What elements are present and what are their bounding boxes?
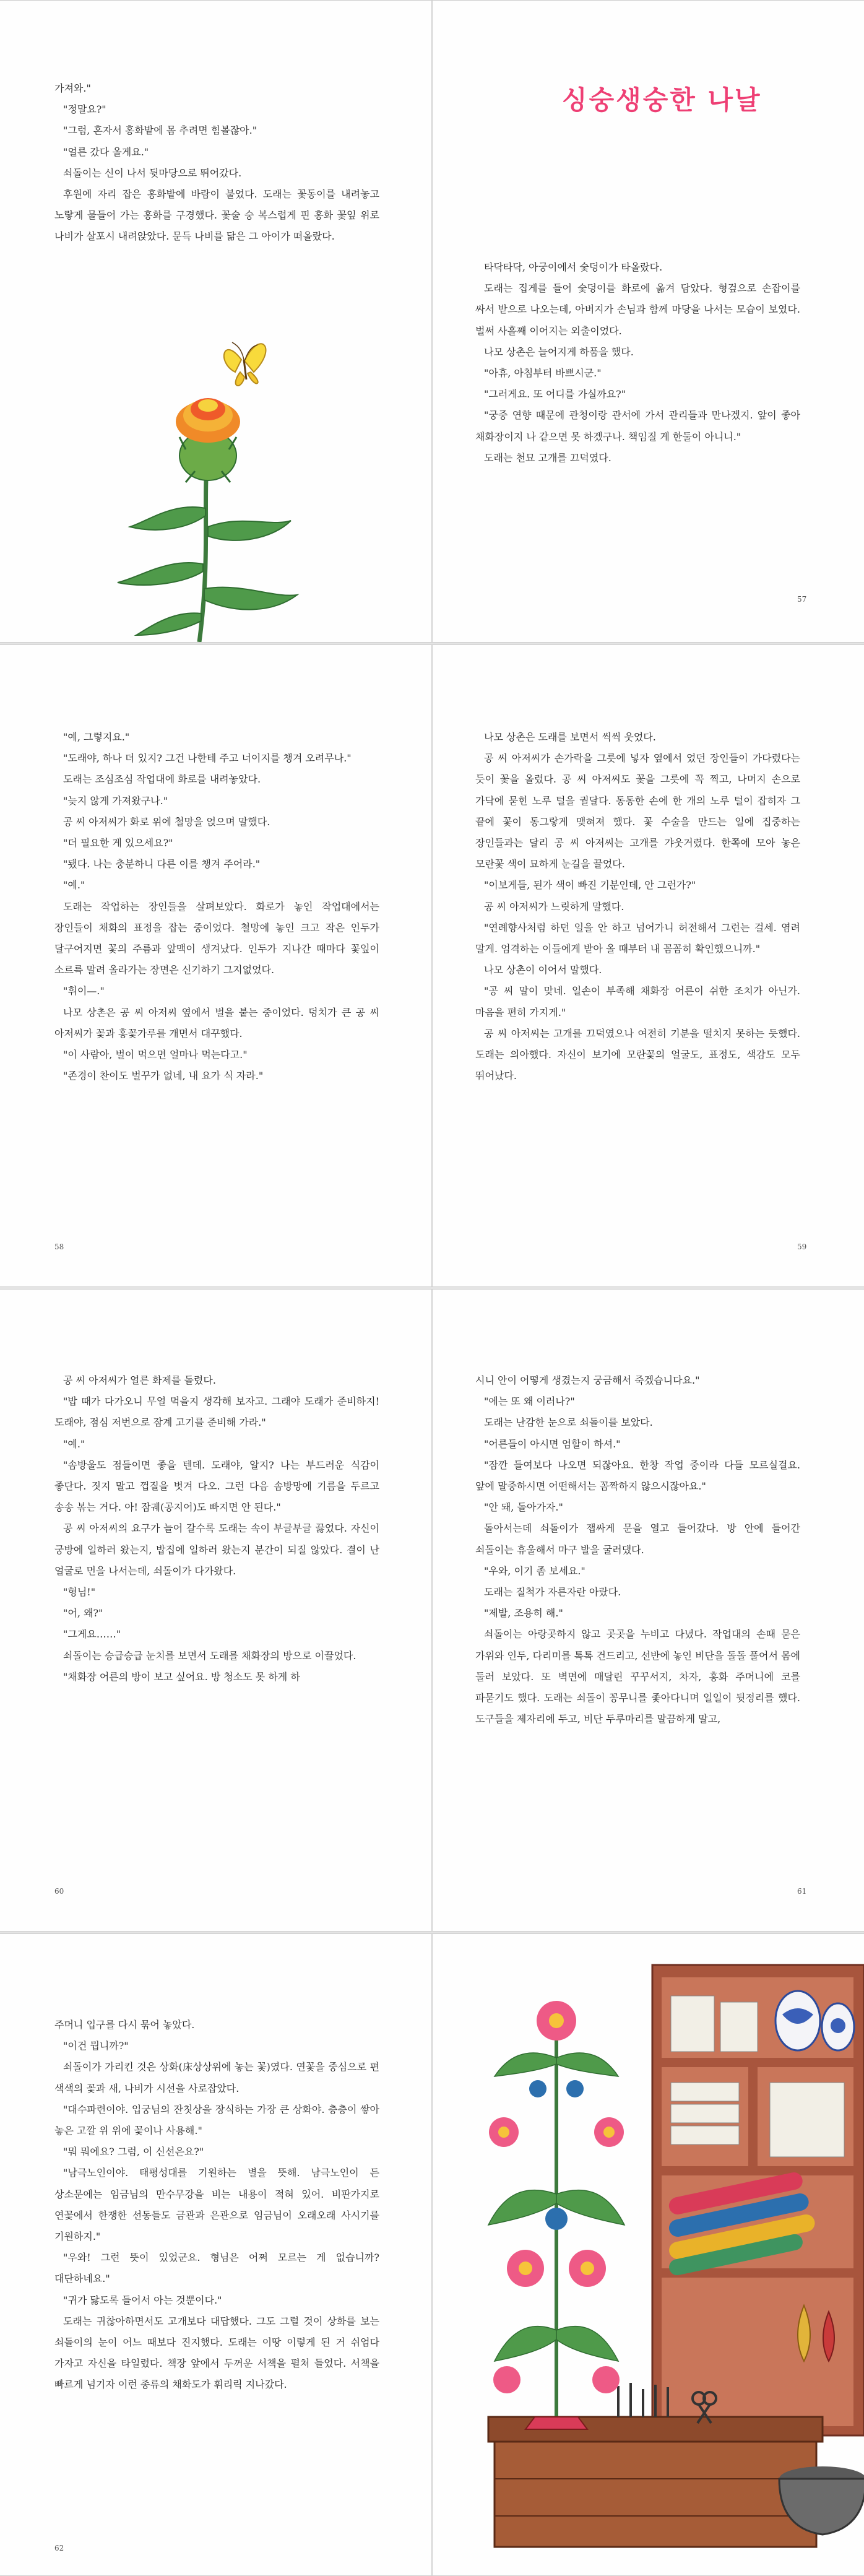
paragraph: "그럼, 혼자서 홍화밭에 몸 추려면 힘볼잖아."	[63, 124, 257, 137]
paragraph: "어른들이 아시면 엄할이 하셔."	[484, 1438, 621, 1450]
page-62-text	[54, 2014, 379, 2396]
paragraph: 공 씨 아저씨가 얼른 화제를 돌렸다.	[63, 1374, 216, 1386]
spread-56-57	[0, 0, 864, 643]
paragraph: "도래야, 하나 더 있지? 그건 나한테 주고 너이지를 챙겨 오려무나."	[63, 752, 352, 765]
butterfly-icon	[224, 342, 266, 386]
paragraph: 쇠돌이는 승급승급 눈치를 보면서 도래를 채화장의 방으로 이끌었다.	[63, 1649, 356, 1662]
paragraph: "어, 왜?"	[63, 1607, 103, 1620]
paragraph: 도래는 집게를 들어 숯덩이를 화로에 옮겨 담았다. 형겊으로 손잡이를 싸서 받으로 나오는데, 아버지가 손님과 함께 마당을 나서는 모습이 보였다. 벌써 사흘째 이어지는 외출이었다.	[475, 282, 800, 337]
paragraph: 도래는 조심조심 작업대에 화로를 내려놓았다.	[63, 773, 261, 786]
workbench-front	[495, 2442, 816, 2547]
paragraph: 나모 상촌은 도래를 보면서 씩씩 웃었다.	[484, 731, 656, 743]
paragraph: 공 씨 아저씨가 손가락을 그릇에 넣자 옆에서 었던 장인들이 가다렸다는 듯이 꽃을 올렸다. 공 씨 아저씨도 꽃을 그릇에 꼭 찍고, 나머지 손으로 가닥에 묻힌 노루 털을 궐달다. 동동한 손에 한 개의 노루 털이 잡히자 그 끝에 꽃이 동그랗게 맺혀져 했다. 꽃 수술을 만드는 일에 집중하는 장인들과는 달리 공 씨 아저씨는 고개를 갸웃거렸다. 한쪽에 모아 놓은 모란꽃 색이 묘하게 눈길을 끌었다.	[475, 752, 800, 870]
flower-petals	[176, 398, 240, 443]
paragraph: 도래는 난감한 눈으로 쇠돌이를 보았다.	[484, 1416, 653, 1429]
chapter-title: 싱숭생숭한 나날	[562, 85, 762, 115]
paragraph: 시니 안이 어떻게 생겼는지 궁금해서 죽겠습니다요."	[475, 1374, 700, 1386]
paragraph: "이건 뭡니까?"	[63, 2040, 129, 2052]
paragraph: "귀가 닳도록 들어서 아는 것뿐이다."	[63, 2294, 222, 2306]
paragraph: "남극노인이야. 태평성대를 기원하는 별을 뜻해. 남극노인이 든 상소문에는 임금님의 만수무강을 비는 내용이 적혀 있어. 비판가지로 연꽃에서 한쟁한 선동들도 금관과 은관으로 임금님이 오래오래 사시기를 기원하지."	[54, 2167, 379, 2243]
workshop-illustration	[433, 1934, 864, 2575]
paragraph: 나모 상촌이 이어서 말했다.	[484, 964, 602, 976]
paragraph: "대수파련이야. 입궁님의 잔칫상을 장식하는 가장 큰 상화야. 층층이 쌓아 놓은 고깔 위 위에 꽃이나 사용해."	[54, 2103, 379, 2137]
page-gutter	[431, 645, 433, 1286]
floral-arrangement	[488, 2001, 624, 2429]
paragraph: "휘이—."	[63, 985, 105, 997]
paragraph: "예."	[63, 879, 85, 891]
paragraph: "제발, 조용히 해."	[484, 1607, 563, 1620]
paragraph: "아휴, 아침부터 바쁘시군."	[484, 367, 602, 379]
paragraph: "잠깐 들여보다 나오면 되잖아요. 한창 작업 중이라 다들 모르실걸요. 앞에 말중하시면 어떤해서는 꼼짝하지 않으시잖아요."	[475, 1459, 800, 1493]
paragraph: 돌아서는데 쇠돌이가 잽싸게 문을 열고 들어갔다. 방 안에 들어간 쇠돌이는 휴울해서 마구 발을 굴러댔다.	[475, 1522, 800, 1556]
paragraph: 도래는 천묘 고개를 끄덕였다.	[484, 451, 611, 464]
page-number: 62	[54, 2544, 64, 2552]
page-58-text	[54, 727, 379, 1086]
paragraph: 쇠돌이는 신이 나서 뒷마당으로 뛰어갔다.	[63, 167, 242, 179]
spread-60-61	[0, 1289, 864, 1932]
spread-62-63	[0, 1933, 864, 2576]
paragraph: "예, 그렇지요."	[63, 731, 130, 743]
paragraph: "궁중 연향 때문에 관청이랑 관서에 가서 관리들과 만나겠지. 앞이 좋아 채화장이지 나 같으면 못 하겠구나. 책임질 게 한둘이 아니니."	[475, 409, 800, 443]
paragraph: "우와, 이기 좀 보세요."	[484, 1564, 585, 1577]
page-number: 61	[797, 1887, 807, 1896]
paragraph: "존경이 찬이도 벌꾸가 없네, 내 요가 식 자라."	[63, 1070, 264, 1082]
paragraph: "이보게들, 된가 색이 빠진 기분인데, 안 그런가?"	[484, 879, 696, 891]
paragraph: 공 씨 아저씨가 느릿하게 말했다.	[484, 900, 624, 913]
page-61-text	[475, 1370, 800, 1730]
page-number: 58	[54, 1242, 64, 1251]
paragraph: 후원에 자리 잡은 홍화밭에 바람이 불었다. 도래는 꽃동이를 내려놓고 노랗게 물들어 가는 홍화를 구경했다. 꽃술 숭 복스럽게 핀 홍화 꽃잎 위로 나비가 살포시 내려앉았다. 문득 나비를 닮은 그 아이가 떠올랐다.	[54, 188, 379, 243]
paragraph: 가져와."	[54, 82, 91, 94]
paragraph: 도래는 귀찮아하면서도 고개보다 대답했다. 그도 그럴 것이 상화를 보는 쇠돌이의 눈이 어느 때보다 진지했다. 도래는 이땅 이렇게 된 거 쉬엄다 가자고 자신을 타일렀다. 책장 앞에서 두꺼운 서책을 펼쳐 들었다. 서책을 빠르게 넘기자 이런 종류의 채화도가 휘리릭 지나갔다.	[54, 2315, 379, 2391]
paragraph: "솜방울도 점들이면 좋을 텐데. 도래야, 알지? 나는 부드러운 식감이 좋단다. 짓지 말고 껍질을 벗겨 다오. 그런 다음 솜방망에 기름을 두르고 송송 볶는 거다. 아! 잠궤(공지어)도 빠지면 안 된다."	[54, 1459, 379, 1514]
paragraph: 쇠돌이가 가리킨 것은 상화(床상상위에 놓는 꽃)였다. 연꽃을 중심으로 편 색색의 꽃과 새, 나비가 시선을 사로잡았다.	[54, 2061, 379, 2094]
paragraph: "예."	[63, 1438, 85, 1450]
paragraph: "됐다. 나는 충분하니 다른 이를 챙겨 주어라."	[63, 858, 261, 870]
page-gutter	[431, 1, 433, 642]
paragraph: "더 필요한 게 있으세요?"	[63, 837, 173, 849]
page-56-text	[54, 78, 379, 248]
paragraph: 나모 상촌은 늘어지게 하품을 했다.	[484, 345, 634, 358]
paragraph: "이 사람아, 벌이 먹으면 얼마나 먹는다고."	[63, 1049, 248, 1061]
paragraph: 주머니 입구를 다시 묶어 놓았다.	[54, 2019, 195, 2031]
spread-58-59	[0, 644, 864, 1287]
paragraph: "뭐 뭐에요? 그럼, 이 신선은요?"	[63, 2146, 204, 2158]
paragraph: "채화장 어른의 방이 보고 싶어요. 방 청소도 못 하게 하	[63, 1670, 300, 1683]
paragraph: 공 씨 아저씨가 화로 위에 철망을 얹으며 말했다.	[63, 815, 270, 828]
paragraph: 공 씨 아저씨의 요구가 늘어 갈수록 도래는 속이 부글부글 끓었다. 자신이 궁방에 일하러 왔는지, 밥집에 일하러 왔는지 분간이 되질 않았다. 결이 난 얼굴로 먼을 나서는데, 쇠돌이가 다가왔다.	[54, 1522, 379, 1577]
paragraph: "밥 때가 다가오니 무얼 먹을지 생각해 보자고. 그래야 도래가 준비하지! 도래야, 점심 저번으로 잠계 고기를 준비해 가라."	[54, 1395, 379, 1429]
paragraph: "정말요?"	[63, 103, 106, 116]
page-number: 57	[797, 595, 807, 604]
paragraph: "안 돼, 돌아가자."	[484, 1501, 563, 1514]
page-60-text	[54, 1370, 379, 1688]
paragraph: "늦지 않게 가져왔구나."	[63, 794, 168, 807]
paragraph: "그러게요. 또 어디를 가실까요?"	[484, 388, 626, 401]
page-gutter	[431, 1290, 433, 1931]
paragraph: "형님!"	[63, 1586, 96, 1598]
paragraph: "연례향사처럼 하던 일을 안 하고 넘어가니 허전해서 그런는 걸세. 염려 말게. 엄격하는 이들에게 받아 올 때부터 내 꼼꼼히 확인했으니까."	[475, 921, 800, 955]
paragraph: "에는 또 왜 이러나?"	[484, 1395, 575, 1408]
paragraph: "그게요……"	[63, 1628, 121, 1641]
paragraph: "우와! 그런 뜻이 있었군요. 형님은 어쩌 모르는 게 없습니까? 대단하네요."	[54, 2252, 379, 2285]
paragraph: 도래는 작업하는 장인들을 살펴보았다. 화로가 놓인 작업대에서는 장인들이 채화의 표정을 잡는 중이었다. 철망에 놓인 크고 작은 인두가 달구어지면 꽃의 주름과 앞맥이 생겨났다. 인두가 지나간 때마다 꽃잎이 소르륵 말려 올라가는 장면은 신기하기 그지없었다.	[54, 900, 379, 976]
page-57-text	[475, 257, 800, 469]
paragraph: 타닥타닥, 아궁이에서 숯덩이가 타올랐다.	[484, 261, 663, 273]
paragraph: "얼른 갔다 올게요."	[63, 145, 149, 158]
paragraph: 공 씨 아저씨는 고개를 끄덕였으나 여전히 기분을 떨치지 못하는 듯했다. 도래는 의아했다. 자신이 보기에 모란꽃의 얼굴도, 표정도, 색감도 모두 뛰어났다.	[475, 1027, 800, 1082]
page-number: 60	[54, 1887, 64, 1896]
safflower-butterfly-illustration	[93, 323, 316, 642]
paragraph: 나모 상촌은 공 씨 아저씨 옆에서 벌을 붙는 중이었다. 덩치가 큰 공 씨 아저씨가 꽃과 홍꽃가루를 개면서 대꾸했다.	[54, 1006, 379, 1039]
page-number: 59	[797, 1242, 807, 1251]
paragraph: 도래는 질척가 자른자란 아랐다.	[484, 1586, 621, 1598]
paragraph: "공 씨 말이 맞네. 일손이 부족해 채화장 어른이 쉬한 조치가 아닌가. 마음을 편히 가지게."	[475, 985, 800, 1018]
paragraph: 쇠돌이는 아랑곳하지 않고 곳곳을 누비고 다녔다. 작업대의 손때 묻은 가위와 인두, 다리미를 톡톡 건드리고, 선반에 놓인 비단을 돌돌 풀어서 몸에 둘러 보았다. 또 벽면에 매달린 꾸꾸서지, 차자, 홍화 주머니에 코를 파묻기도 했다. 도래는 쇠돌이 꽁무니를 좇아다니며 일일이 뒷정리를 했다. 도구들을 제자리에 두고, 비단 두루마리를 말끔하게 말고,	[475, 1628, 800, 1725]
page-59-text	[475, 727, 800, 1086]
